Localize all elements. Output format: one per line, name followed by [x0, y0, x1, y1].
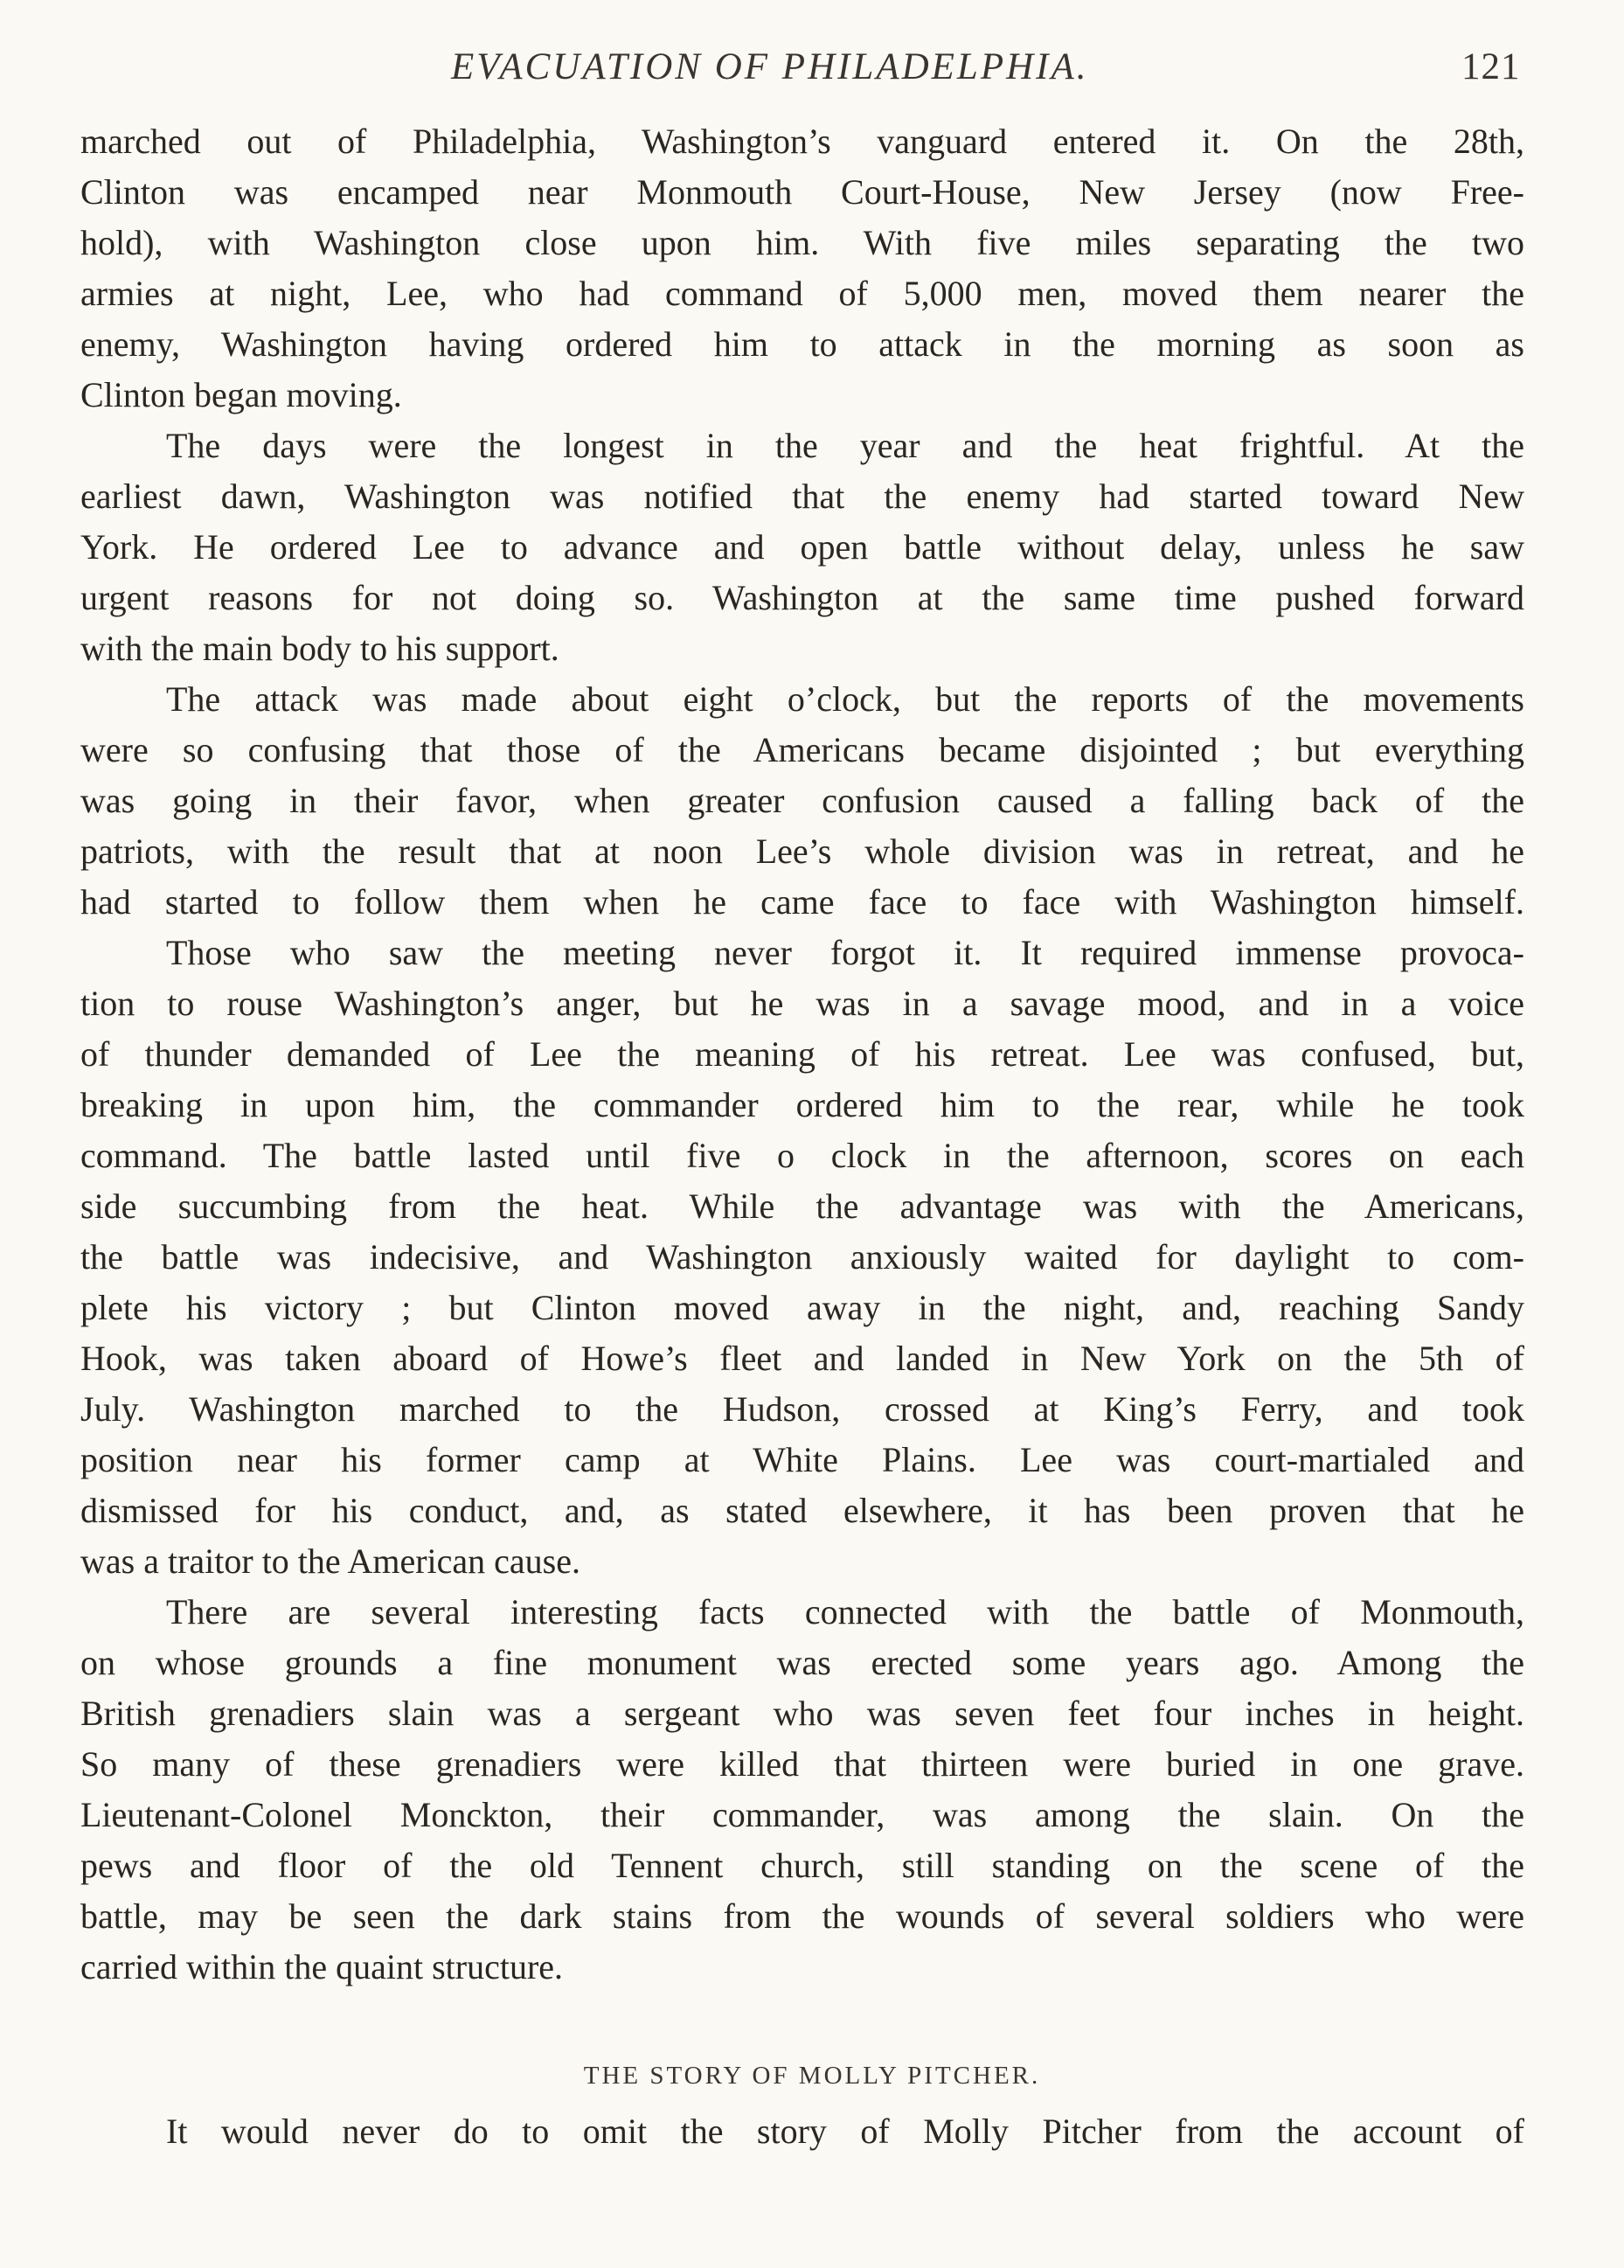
text-line: marched out of Philadelphia, Washington’s vanguard entered it. On the 28th,	[80, 122, 1524, 161]
text-line: urgent reasons for not doing so. Washington at the same time pushed forward	[80, 578, 1524, 617]
body-text	[80, 116, 1524, 1993]
text-line: position near his former camp at White Plains. Lee was court-martialed and	[80, 1440, 1524, 1479]
text-line: was a traitor to the American cause.	[80, 1541, 580, 1581]
closing-paragraph	[80, 2106, 1524, 2157]
paragraph-start-line: It would never do to omit the story of Molly Pitcher from the account of	[166, 2111, 1524, 2151]
text-line: battle, may be seen the dark stains from the wounds of several soldiers who were	[80, 1896, 1524, 1936]
text-line: So many of these grenadiers were killed that thirteen were buried in one grave.	[80, 1744, 1524, 1784]
text-line: side succumbing from the heat. While the advantage was with the Americans,	[80, 1186, 1524, 1226]
text-line: York. He ordered Lee to advance and open battle without delay, unless he saw	[80, 527, 1524, 567]
text-line: earliest dawn, Washington was notified that the enemy had started toward New	[80, 477, 1524, 516]
paragraph-start-line: The attack was made about eight o’clock, but the reports of the movements	[166, 679, 1524, 719]
text-line: carried within the quaint structure.	[80, 1947, 564, 1986]
text-line: tion to rouse Washington’s anger, but he was in a savage mood, and in a voice	[80, 984, 1524, 1023]
text-line: plete his victory ; but Clinton moved away in the night, and, reaching Sandy	[80, 1288, 1524, 1327]
text-line: the battle was indecisive, and Washington anxiously waited for daylight to com-	[80, 1237, 1524, 1277]
text-line: July. Washington marched to the Hudson, crossed at King’s Ferry, and took	[80, 1389, 1524, 1429]
text-line: enemy, Washington having ordered him to attack in the morning as soon as	[80, 324, 1524, 364]
text-line: Clinton was encamped near Monmouth Court-House, New Jersey (now Free-	[80, 172, 1524, 212]
text-line: command. The battle lasted until five o clock in the afternoon, scores on each	[80, 1136, 1524, 1175]
text-line: pews and floor of the old Tennent church, still standing on the scene of the	[80, 1846, 1524, 1885]
paragraph-start-line: There are several interesting facts connected with the battle of Monmouth,	[166, 1592, 1524, 1631]
text-line: with the main body to his support.	[80, 629, 559, 668]
text-line: was going in their favor, when greater confusion caused a falling back of the	[80, 781, 1524, 820]
paragraph-start-line: The days were the longest in the year and the heat frightful. At the	[166, 426, 1524, 465]
running-head	[0, 45, 1624, 98]
paragraph-start-line: Those who saw the meeting never forgot it. It required immense provoca-	[166, 933, 1524, 972]
text-line: Lieutenant-Colonel Monckton, their commander, was among the slain. On the	[80, 1795, 1524, 1834]
text-line: dismissed for his conduct, and, as stated elsewhere, it has been proven that he	[80, 1491, 1524, 1530]
section-heading: THE STORY OF MOLLY PITCHER.	[583, 2062, 1041, 2090]
text-line: were so confusing that those of the Americans became disjointed ; but everything	[80, 730, 1524, 769]
text-line: Clinton began moving.	[80, 375, 402, 414]
text-line: hold), with Washington close upon him. With five miles separating the two	[80, 223, 1524, 262]
text-line: Hook, was taken aboard of Howe’s fleet and landed in New York on the 5th of	[80, 1339, 1524, 1378]
text-line: had started to follow them when he came face to face with Washington himself.	[80, 882, 1524, 922]
text-line: British grenadiers slain was a sergeant who was seven feet four inches in height.	[80, 1694, 1524, 1733]
running-title: EVACUATION OF PHILADELPHIA.	[451, 46, 1089, 87]
text-line: armies at night, Lee, who had command of 5,000 men, moved them nearer the	[80, 274, 1524, 313]
text-line: patriots, with the result that at noon Lee’s whole division was in retreat, and he	[80, 831, 1524, 871]
page-number: 121	[1461, 46, 1521, 87]
text-line: on whose grounds a fine monument was erected some years ago. Among the	[80, 1643, 1524, 1682]
text-line: breaking in upon him, the commander ordered him to the rear, while he took	[80, 1085, 1524, 1124]
text-line: of thunder demanded of Lee the meaning of his retreat. Lee was confused, but,	[80, 1034, 1524, 1074]
